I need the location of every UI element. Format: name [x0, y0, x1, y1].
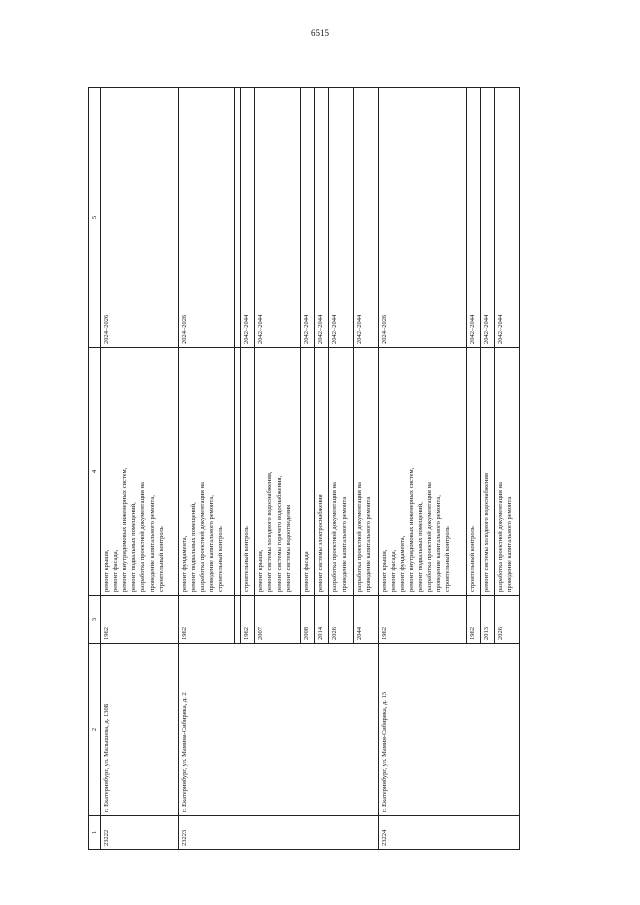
object-number-cell: 23223 [178, 816, 378, 850]
works-cell [329, 348, 354, 596]
year-cell: 1962 [241, 596, 255, 644]
rotated-table-wrapper [88, 88, 520, 850]
period-cell: 2042–2044 [255, 88, 301, 348]
year-cell: 1962 [378, 596, 466, 644]
work-item: разработка проектной документации на [426, 482, 434, 592]
year-cell: 2026 [329, 596, 354, 644]
work-item: ремонт внутридомовых инженерных систем, [121, 467, 129, 592]
work-item: ремонт системы холодного водоснабжения, [266, 471, 274, 592]
period-cell: 2042–2044 [329, 88, 354, 348]
work-item: строительный контроль [469, 526, 477, 592]
work-item: проведение капитального ремонта, [208, 495, 216, 592]
year-cell: 2007 [255, 596, 301, 644]
year-cell: 2014 [315, 596, 329, 644]
header-cell: 4 [89, 348, 101, 596]
table-row [378, 88, 466, 850]
year-cell: 2044 [354, 596, 379, 644]
period-cell: 2042–2044 [495, 88, 520, 348]
work-item: ремонт фасада, [112, 549, 120, 592]
period-cell: 2042–2044 [301, 88, 315, 348]
year-cell: 2013 [481, 596, 495, 644]
work-item: строительный контроль [243, 526, 251, 592]
year-cell: 1962 [467, 596, 481, 644]
work-item: проведение капитального ремонта [340, 496, 348, 592]
page-number: 6515 [311, 28, 329, 38]
works-cell [354, 348, 379, 596]
works-cell [467, 348, 481, 596]
work-item: строительный контроль [217, 526, 225, 592]
work-item: ремонт системы водоотведения [284, 504, 292, 592]
work-item: ремонт подвальных помещений, [130, 502, 138, 592]
works-cell [481, 348, 495, 596]
work-item: ремонт крыши, [257, 549, 265, 592]
period-cell: 2024–2026 [101, 88, 179, 348]
work-item: разработка проектной документации на [139, 482, 147, 592]
table-row [101, 88, 179, 850]
year-cell: 2008 [301, 596, 315, 644]
works-cell [178, 348, 234, 596]
object-number-cell: 23222 [101, 816, 179, 850]
period-cell: 2042–2044 [354, 88, 379, 348]
year-cell: 1962 [101, 596, 179, 644]
work-item: ремонт фасада, [389, 549, 397, 592]
header-cell: 3 [89, 596, 101, 644]
work-item: ремонт системы горячего водоснабжения, [275, 475, 283, 592]
period-cell: 2042–2044 [467, 88, 481, 348]
work-item: ремонт фундамента, [398, 535, 406, 592]
period-cell: 2042–2044 [481, 88, 495, 348]
works-cell [255, 348, 301, 596]
works-cell [378, 348, 466, 596]
period-cell: 2024–2026 [378, 88, 466, 348]
work-item: ремонт подвальных помещений, [189, 502, 197, 592]
header-cell: 2 [89, 644, 101, 816]
works-cell [315, 348, 329, 596]
works-cell [101, 348, 179, 596]
address-cell: г. Екатеринбург, ул. Мамин-Сибиряка, д. 13 [378, 644, 519, 816]
work-item: ремонт фасада [303, 551, 311, 592]
work-item: проведение капитального ремонта [506, 496, 514, 592]
work-item: проведение капитального ремонта, [435, 495, 443, 592]
registry-table [88, 87, 520, 850]
period-cell: 2024–2026 [178, 88, 234, 348]
work-item: разработка проектной документации на [331, 482, 339, 592]
table-body [101, 88, 520, 850]
works-cell [495, 348, 520, 596]
work-item: ремонт крыши, [380, 549, 388, 592]
work-item: ремонт крыши, [103, 549, 111, 592]
work-item: разработка проектной документации на [356, 482, 364, 592]
work-item: ремонт системы электроснабжения [317, 494, 325, 592]
year-cell: 1962 [178, 596, 234, 644]
works-cell [301, 348, 315, 596]
period-cell: 2042–2044 [315, 88, 329, 348]
table-row [178, 88, 234, 850]
work-item: проведение капитального ремонта, [148, 495, 156, 592]
work-item: строительный контроль [444, 526, 452, 592]
works-cell [241, 348, 255, 596]
object-number-cell: 23224 [378, 816, 519, 850]
header-cell: 1 [89, 816, 101, 850]
address-cell: г. Екатеринбург, ул. Малышева, д. 130Б [101, 644, 179, 816]
work-item: ремонт фундамента, [180, 535, 188, 592]
work-item: строительный контроль [157, 526, 165, 592]
year-cell: 2026 [495, 596, 520, 644]
header-row [89, 88, 101, 850]
work-item: ремонт внутридомовых инженерных систем, [408, 467, 416, 592]
address-cell: г. Екатеринбург, ул. Мамина-Сибиряка, д. 2 [178, 644, 378, 816]
work-item: разработка проектной документации на [497, 482, 505, 592]
work-item: разработка проектной документации на [198, 482, 206, 592]
period-cell: 2042–2044 [241, 88, 255, 348]
header-cell: 5 [89, 88, 101, 348]
work-item: проведение капитального ремонта [365, 496, 373, 592]
work-item: ремонт системы холодного водоснабжения [483, 473, 491, 592]
work-item: ремонт подвальных помещений, [417, 502, 425, 592]
